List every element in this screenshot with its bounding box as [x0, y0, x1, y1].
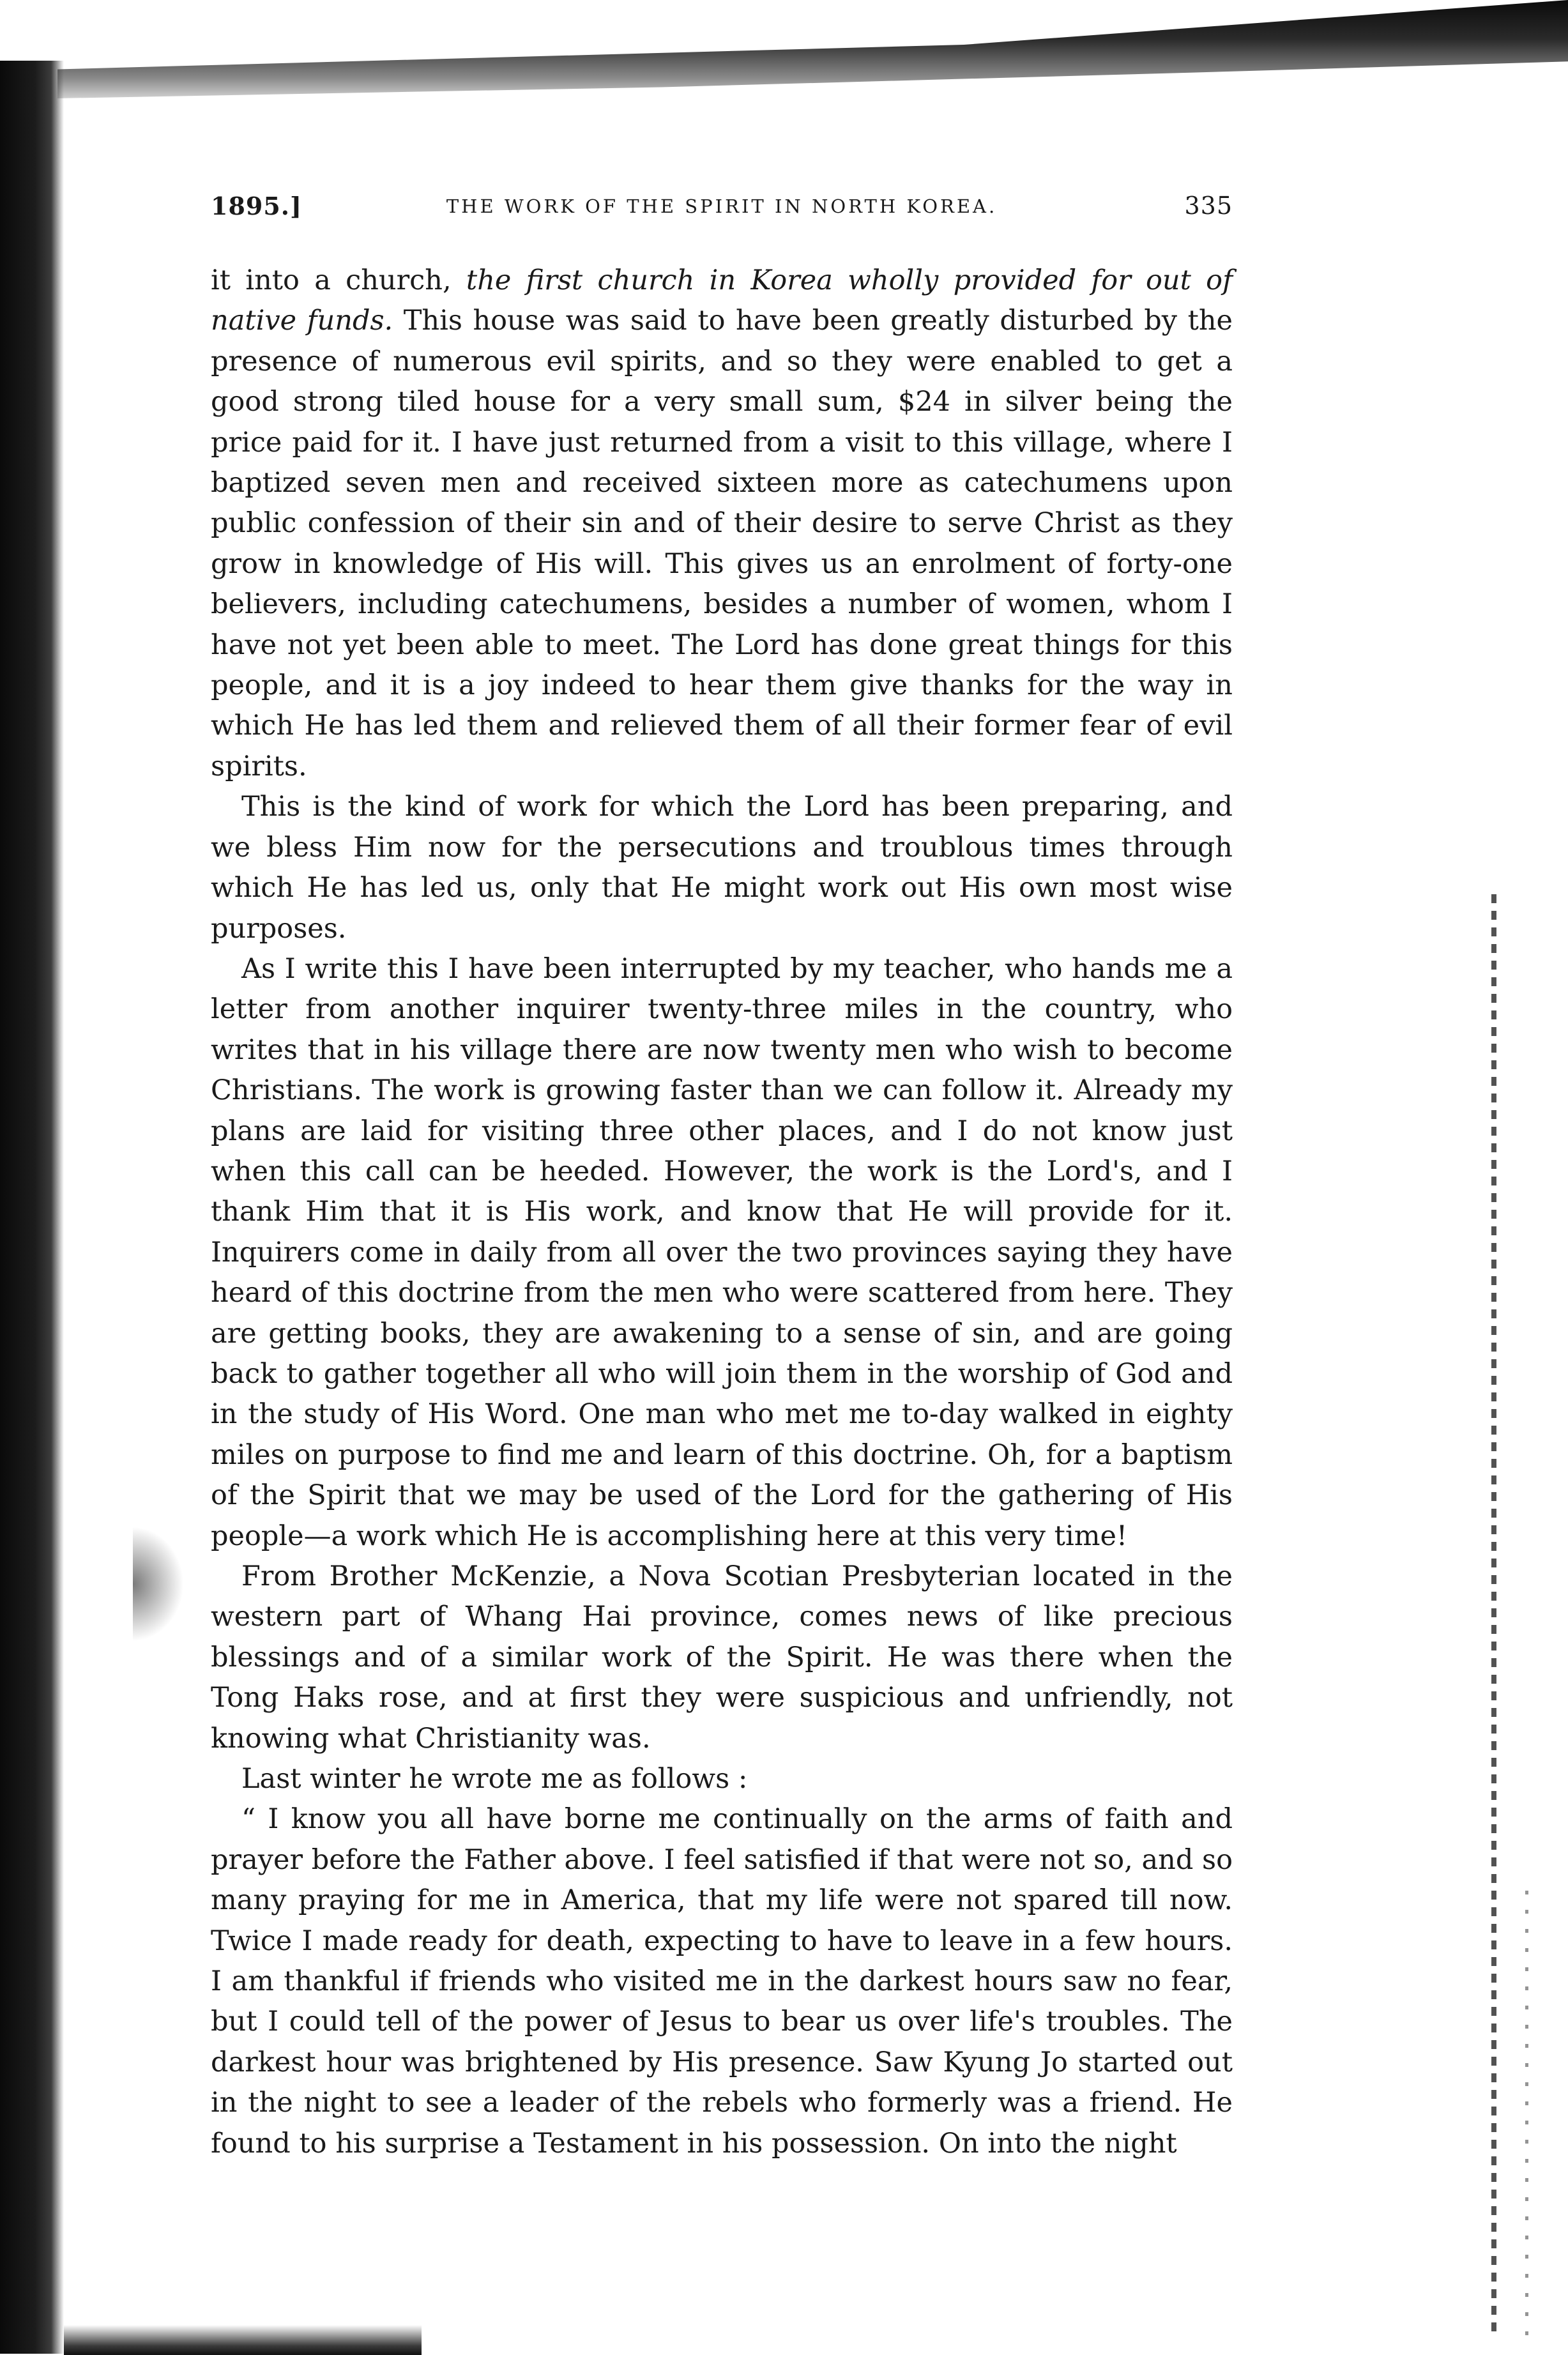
paragraph-6: “ I know you all have borne me continually on the arms of faith and prayer before the Father above. I feel satisfied if that were not so, and so many praying for me in America, that my life were not spared till now. Twice I made ready for death, expecting to have to leave in a few hours. I am thankful if friends who visited me in the darkest hours saw no fear, but I could tell of the power of Jesus to bear us over life's troubles. The darkest hour was brightened by His presence. Saw Kyung Jo started out in the night to see a leader of the rebels who formerly was a friend. He found to his surprise a Testament in his possession. On into the night [211, 1803, 1233, 2160]
scan-smudge [133, 1527, 184, 1642]
scan-shadow-top [57, 0, 1568, 112]
book-page [211, 192, 1233, 2164]
paragraph-5: Last winter he wrote me as follows : [241, 1763, 748, 1795]
article-body [211, 261, 1233, 2164]
paragraph-2: This is the kind of work for which the Lord has been preparing, and we bless Him now for the persecutions and troublous times through which He has led us, only that He might work out His own most wise purposes. [211, 791, 1233, 945]
page-number: 335 [1184, 192, 1233, 220]
emphasis-text: the first church in Korea wholly provided for out of native funds. [211, 264, 1233, 337]
scan-streak-right-2 [1525, 1891, 1528, 2338]
scan-shadow-bottom [64, 2325, 422, 2355]
paragraph-3: As I write this I have been interrupted by my teacher, who hands me a letter from another inquirer twenty-three miles in the country, who writes that in his village there are now twenty men who wish to become Christians. The work is growing faster than we can follow it. Already my plans are laid for visiting three other places, and I do not know just when this call can be heeded. However, the work is the Lord's, and I thank Him that it is His work, and know that He will provide for it. Inquirers come in daily from all over the two provinces saying they have heard of this doctrine from the men who were scattered from here. They are getting books, they are awakening to a sense of sin, and are going back to gather together all who will join them in the worship of God and in the study of His Word. One man who met me to-day walked in eighty miles on purpose to find me and learn of this doctrine. Oh, for a baptism of the Spirit that we may be used of the Lord for the gathering of His people—a work which He is accomplishing here at this very time! [211, 952, 1233, 1552]
paragraph-1 [211, 261, 1233, 787]
scan-streak-right [1491, 894, 1496, 2338]
paragraph-text: This house was said to have been greatly disturbed by the presence of numerous evil spirits, and so they were enabled to get a good strong tiled house for a very small sum, $24 in silver being the price paid for it. I have just returned from a visit to this village, where I baptized seven men and received sixteen more as catechumens upon public confession of their sin and of their desire to serve Christ as they grow in knowledge of His will. This gives us an enrolment of forty-one believers, including catechumens, besides a number of women, whom I have not yet been able to meet. The Lord has done great things for this people, and it is a joy indeed to hear them give thanks for the way in which He has led them and relieved them of all their former fear of evil spirits. [211, 305, 1233, 782]
header-year: 1895.] [211, 192, 302, 220]
scan-shadow-left [0, 61, 64, 2354]
paragraph-4: From Brother McKenzie, a Nova Scotian Presbyterian located in the western part of Whang Hai province, comes news of like precious blessings and of a similar work of the Spirit. He was there when the Tong Haks rose, and at first they were suspicious and unfriendly, not knowing what Christianity was. [211, 1560, 1233, 1755]
header-title: THE WORK OF THE SPIRIT IN NORTH KOREA. [446, 195, 998, 217]
paragraph-lead: it into a church, [211, 264, 466, 296]
running-head [211, 192, 1233, 230]
